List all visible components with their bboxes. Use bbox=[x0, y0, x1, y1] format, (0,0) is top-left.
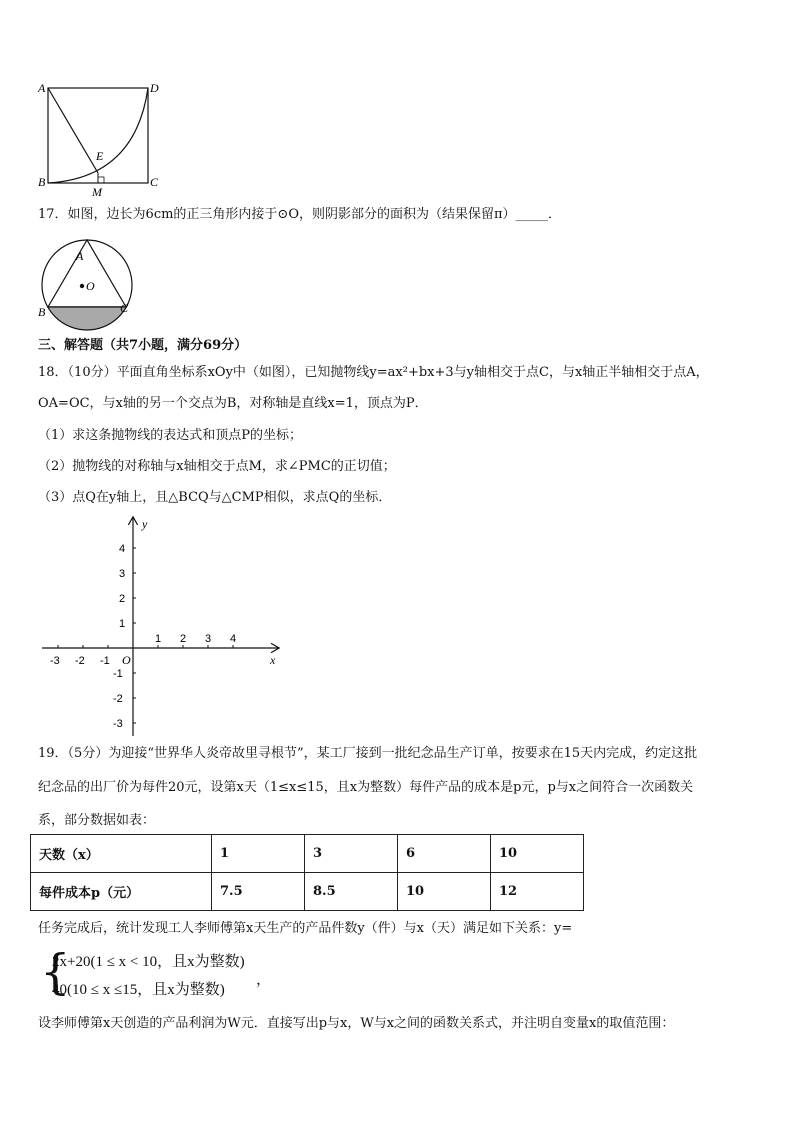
label-e: E bbox=[96, 149, 104, 163]
y-tick-label: 2 bbox=[119, 593, 126, 605]
label-a: A bbox=[76, 249, 84, 263]
origin-label: O bbox=[122, 653, 131, 667]
label-c: C bbox=[120, 301, 129, 315]
q19-line2: 纪念品的出厂价为每件20元，设第x天（1≤x≤15，且x为整数）每件产品的成本是p元，p与x之间符合一次函数关 bbox=[38, 780, 694, 795]
table-cell: 12 bbox=[491, 873, 584, 911]
q17-circle-figure bbox=[30, 234, 140, 334]
q18-part1: （1）求这条抛物线的表达式和顶点P的坐标； bbox=[38, 428, 303, 443]
table-cell: 1 bbox=[212, 835, 305, 873]
piecewise-function bbox=[40, 946, 270, 1006]
table-cell: 8.5 bbox=[305, 873, 398, 911]
x-tick-label: 1 bbox=[155, 633, 162, 645]
table-row bbox=[31, 835, 584, 873]
x-tick-label: 4 bbox=[230, 633, 237, 645]
label-b: B bbox=[38, 175, 46, 189]
y-axis-label: y bbox=[142, 517, 148, 531]
y-tick-label: 4 bbox=[119, 543, 126, 555]
y-tick-label: 1 bbox=[119, 618, 126, 630]
label-b: B bbox=[38, 305, 46, 319]
label-m: M bbox=[92, 185, 102, 198]
x-tick-label: -2 bbox=[75, 655, 85, 667]
table-row bbox=[31, 873, 584, 911]
center-dot bbox=[80, 284, 84, 288]
right-angle-mark bbox=[98, 177, 104, 183]
section-3-heading: 三、解答题（共7小题，满分69分） bbox=[38, 338, 248, 353]
table-cell: 10 bbox=[491, 835, 584, 873]
x-axis-label: x bbox=[270, 653, 276, 667]
q19-line1: 19．（5分）为迎接“世界华人炎帝故里寻根节”，某工厂接到一批纪念品生产订单，按要求在15天内完成，约定这批 bbox=[38, 746, 698, 761]
q19-line3: 系，部分数据如表： bbox=[38, 813, 156, 828]
left-brace: { bbox=[40, 944, 71, 1000]
q18-part3: （3）点Q在y轴上，且△BCQ与△CMP相似，求点Q的坐标． bbox=[38, 490, 392, 505]
case-1: 2x+20(1 ≤ x < 10，且x为整数) bbox=[52, 954, 245, 970]
table-cell: 6 bbox=[398, 835, 491, 873]
y-tick-label: -1 bbox=[113, 668, 123, 680]
segment-ae bbox=[48, 88, 98, 173]
q18-line2: OA=OC，与x轴的另一个交点为B，对称轴是直线x=1，顶点为P． bbox=[38, 396, 428, 411]
q19-line5: 设李师傅第x天创造的产品利润为W元．直接写出p与x，W与x之间的函数关系式，并注明自变量x的取值范围： bbox=[38, 1016, 675, 1031]
label-o: O bbox=[86, 279, 95, 293]
arc-bd bbox=[48, 88, 148, 183]
case-2: 40(10 ≤ x ≤15，且x为整数) bbox=[52, 982, 225, 998]
table-cell: 每件成本p（元） bbox=[31, 873, 212, 911]
q19-line4: 任务完成后，统计发现工人李师傅第x天生产的产品件数y（件）与x（天）满足如下关系：y= bbox=[38, 921, 573, 936]
y-tick-label: 3 bbox=[119, 568, 126, 580]
x-tick-label: 2 bbox=[180, 633, 187, 645]
label-d: D bbox=[150, 81, 159, 95]
label-a: A bbox=[38, 81, 46, 95]
label-c: C bbox=[150, 175, 159, 189]
comma: ， bbox=[256, 972, 272, 988]
coordinate-plane bbox=[38, 512, 288, 740]
q18-part2: （2）抛物线的对称轴与x轴相交于点M，求∠PMC的正切值； bbox=[38, 459, 396, 474]
cost-table bbox=[30, 834, 584, 911]
table-cell: 3 bbox=[305, 835, 398, 873]
x-tick-label: -1 bbox=[100, 655, 110, 667]
triangle-abc bbox=[48, 240, 126, 307]
table-cell: 天数（x） bbox=[31, 835, 212, 873]
y-tick-label: -2 bbox=[113, 693, 123, 705]
y-tick-label: -3 bbox=[113, 718, 123, 730]
x-tick-label: 3 bbox=[205, 633, 212, 645]
q16-square-figure bbox=[30, 76, 170, 198]
x-tick-label: -3 bbox=[50, 655, 60, 667]
q18-line1: 18．（10分）平面直角坐标系xOy中（如图），已知抛物线y=ax²+bx+3与y轴相交于点C，与x轴正半轴相交于点A， bbox=[38, 365, 709, 380]
q17-text: 17．如图，边长为6cm的正三角形内接于⊙O，则阴影部分的面积为（结果保留π）_____． bbox=[38, 207, 562, 222]
table-cell: 10 bbox=[398, 873, 491, 911]
table-cell: 7.5 bbox=[212, 873, 305, 911]
